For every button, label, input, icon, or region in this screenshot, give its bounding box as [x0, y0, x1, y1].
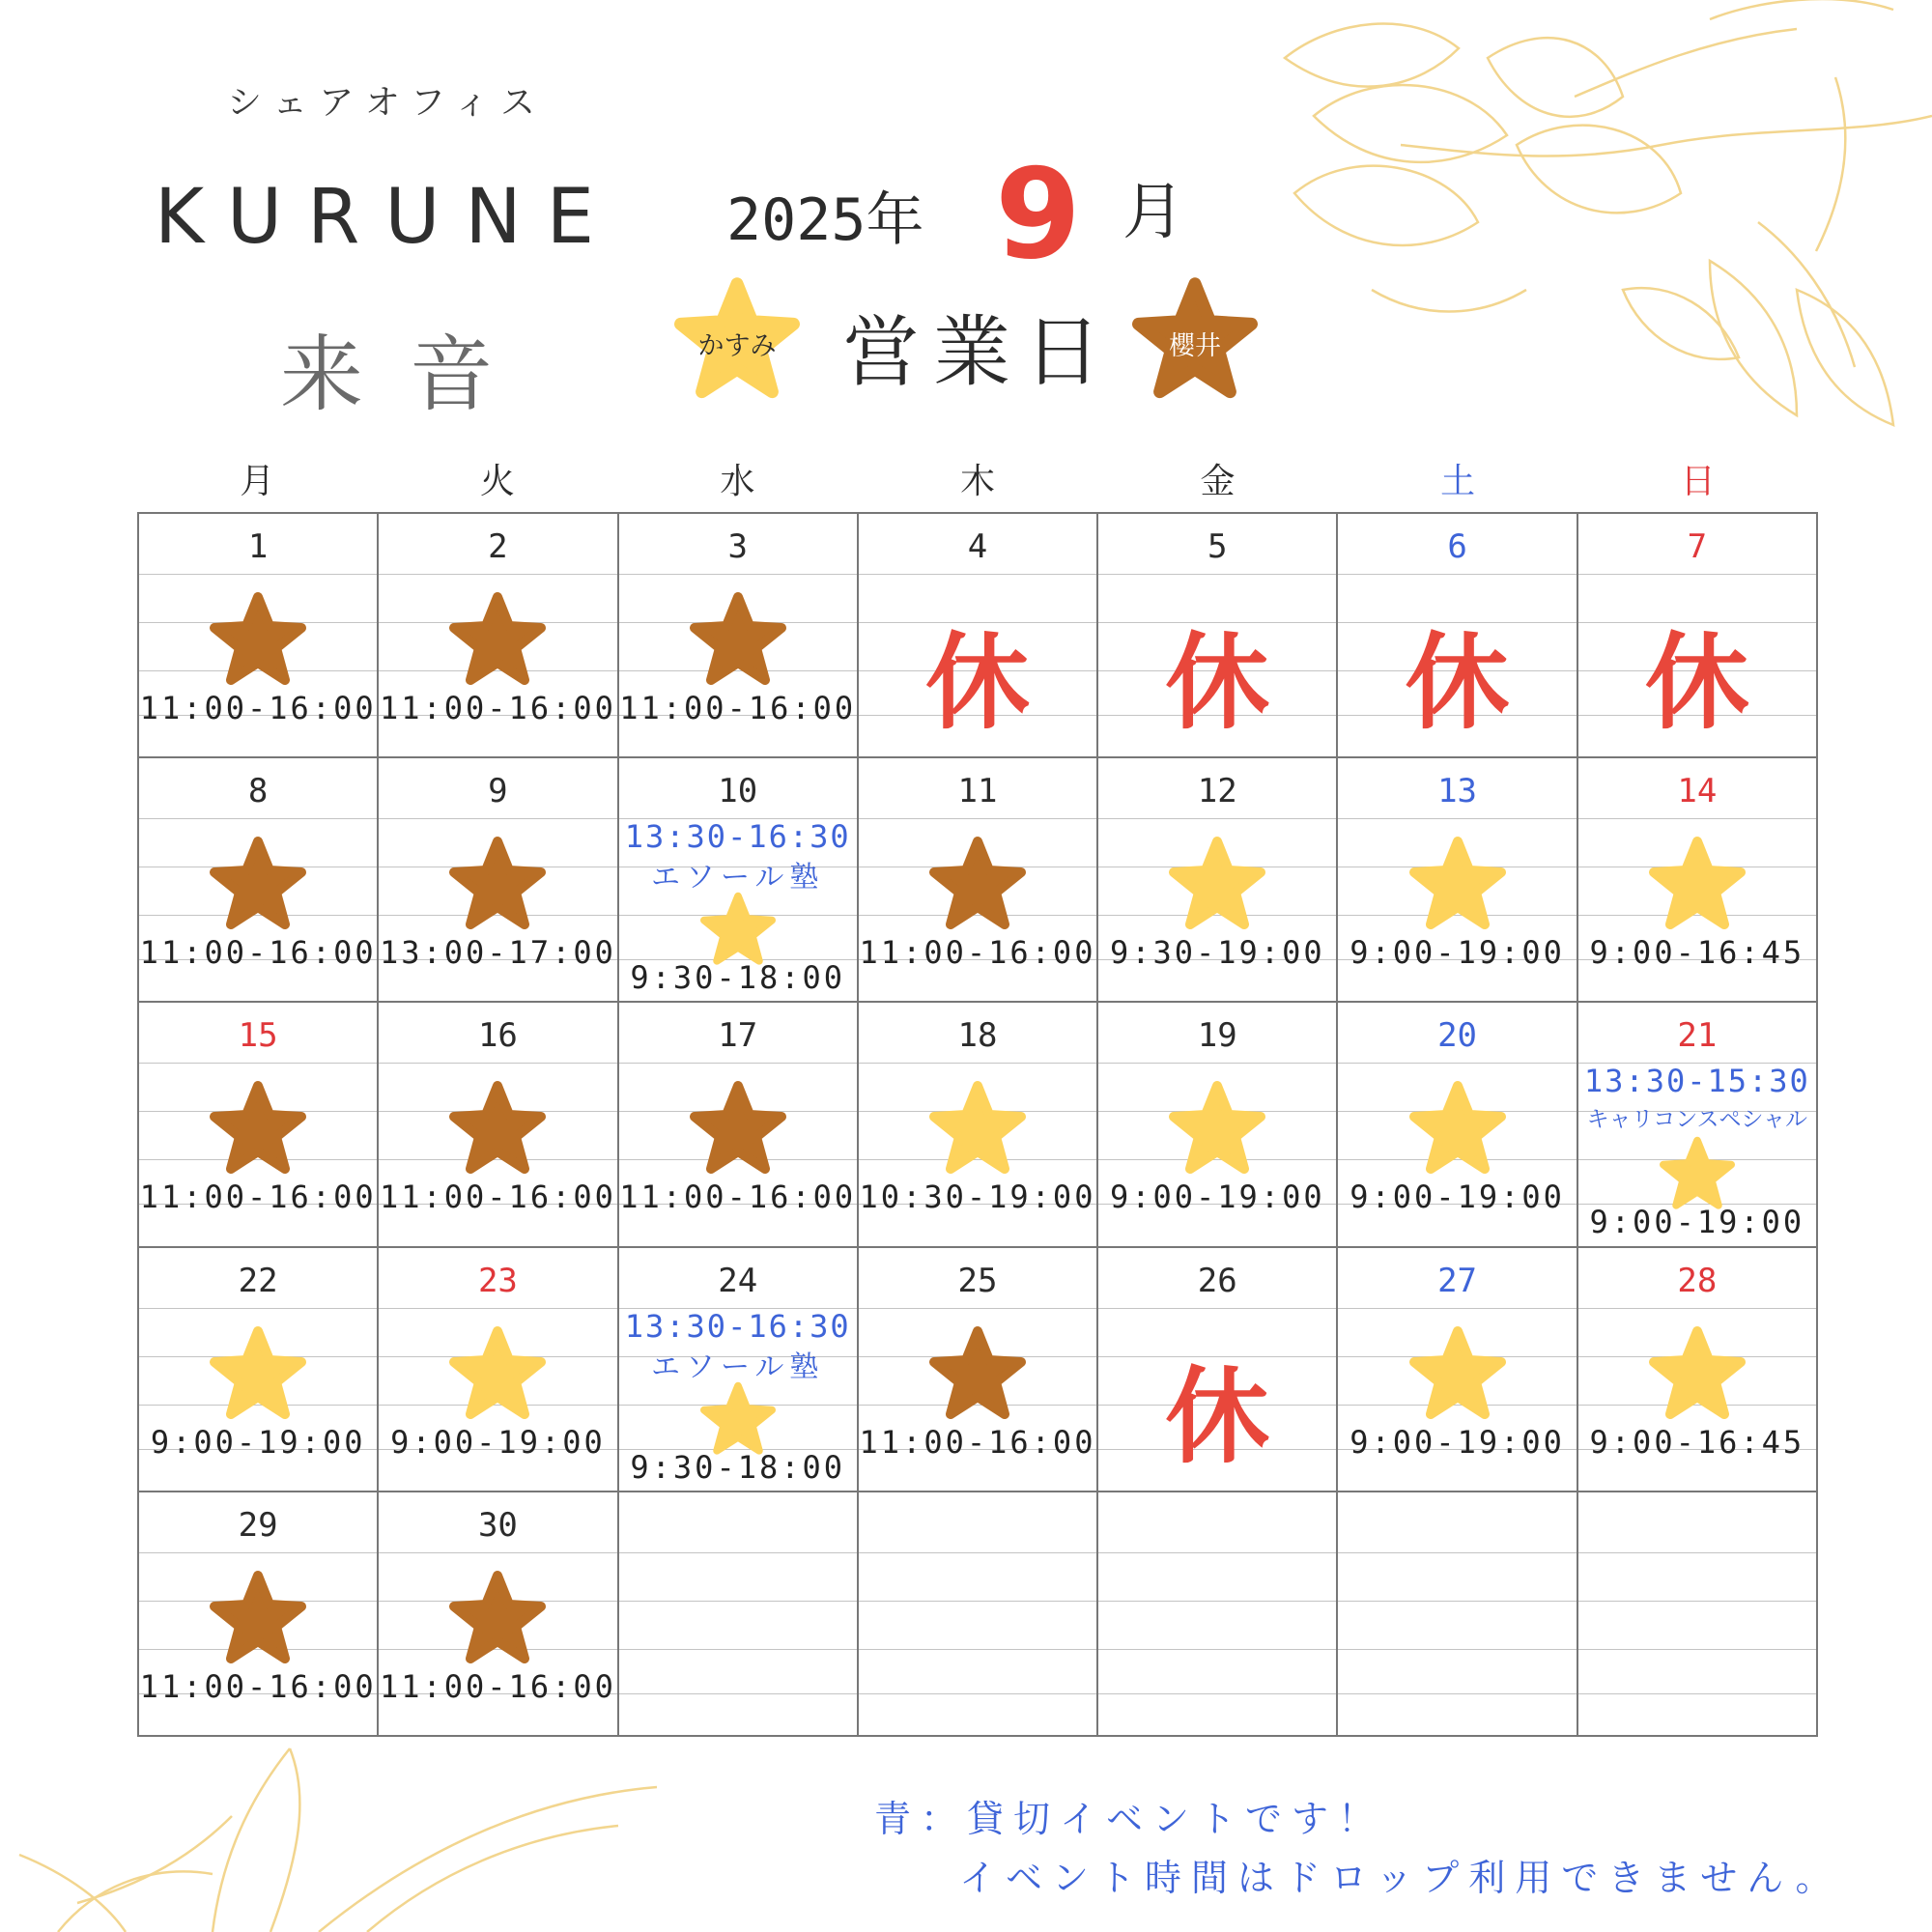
business-hours: 11:00-16:00 — [139, 1179, 377, 1216]
day-number: 26 — [1197, 1261, 1237, 1300]
staff-star-icon — [1409, 836, 1506, 932]
day-number: 23 — [477, 1261, 518, 1300]
staff-star-icon — [929, 1325, 1026, 1422]
day-number: 25 — [957, 1261, 998, 1300]
day-cell — [619, 514, 859, 758]
business-hours: 11:00-16:00 — [379, 1179, 616, 1216]
legend-kasumi-label: かすみ — [697, 331, 777, 361]
staff-star-icon — [210, 836, 306, 932]
weekday-tue: 火 — [479, 462, 515, 501]
event-time: 13:30-16:30 — [624, 818, 851, 856]
day-number: 5 — [1208, 527, 1228, 566]
day-number: 2 — [488, 527, 508, 566]
day-number: 9 — [488, 772, 508, 811]
day-cell — [619, 1248, 859, 1492]
empty-day-cell — [1098, 1492, 1338, 1737]
day-cell — [619, 758, 859, 1003]
footer-note-event: 青：貸切イベントです！ — [874, 1798, 1385, 1840]
day-cell — [1578, 1003, 1818, 1247]
day-number: 17 — [718, 1016, 758, 1056]
weekday-sat: 土 — [1440, 462, 1476, 501]
business-hours: 10:30-19:00 — [859, 1179, 1096, 1216]
day-number: 6 — [1447, 527, 1467, 566]
day-number: 18 — [957, 1016, 998, 1056]
legend-sakurai — [1132, 276, 1258, 402]
day-number: 13 — [1437, 772, 1478, 811]
floral-decoration-bottom-left — [0, 1739, 676, 1932]
day-number: 20 — [1437, 1016, 1478, 1056]
day-number: 24 — [718, 1261, 758, 1300]
day-number: 3 — [727, 527, 748, 566]
staff-star-icon — [690, 591, 786, 688]
day-cell — [1338, 1003, 1577, 1247]
business-hours: 9:00-19:00 — [1350, 1423, 1565, 1461]
day-number: 28 — [1677, 1261, 1718, 1300]
day-cell — [619, 1003, 859, 1247]
floral-decoration-top-right — [1256, 0, 1932, 464]
day-cell — [379, 758, 618, 1003]
event-name: エソール塾 — [651, 861, 825, 895]
closed-mark: 休 — [924, 623, 1030, 744]
day-number: 11 — [957, 772, 998, 811]
day-number: 30 — [477, 1505, 518, 1545]
empty-day-cell — [1338, 1492, 1577, 1737]
staff-star-icon — [449, 836, 546, 932]
empty-day-cell — [859, 1492, 1098, 1737]
day-cell — [139, 1003, 379, 1247]
empty-day-cell — [1578, 1492, 1818, 1737]
empty-day-cell — [619, 1492, 859, 1737]
calendar-grid — [137, 512, 1818, 1737]
day-cell — [859, 758, 1098, 1003]
month-unit: 月 — [1122, 177, 1184, 248]
day-cell — [1338, 1248, 1577, 1492]
day-cell — [1338, 758, 1577, 1003]
weekday-sun: 日 — [1680, 462, 1716, 501]
day-cell — [1098, 514, 1338, 758]
day-number: 29 — [238, 1505, 278, 1545]
day-number: 7 — [1687, 527, 1708, 566]
day-number: 19 — [1197, 1016, 1237, 1056]
staff-star-icon — [700, 1381, 776, 1457]
staff-star-icon — [690, 1080, 786, 1177]
staff-star-icon — [1409, 1325, 1506, 1422]
day-cell — [859, 1248, 1098, 1492]
business-hours: 9:00-16:45 — [1589, 1423, 1805, 1461]
day-cell — [139, 1492, 379, 1737]
year-label: 2025年 — [726, 186, 924, 254]
day-cell — [1098, 1248, 1338, 1492]
day-cell — [859, 1003, 1098, 1247]
staff-star-icon — [1169, 836, 1265, 932]
day-cell — [1578, 758, 1818, 1003]
day-number: 14 — [1677, 772, 1718, 811]
day-cell — [859, 514, 1098, 758]
day-cell — [1098, 1003, 1338, 1247]
staff-star-icon — [449, 1325, 546, 1422]
day-cell — [379, 1003, 618, 1247]
weekday-fri: 金 — [1200, 462, 1236, 501]
staff-star-icon — [1660, 1136, 1735, 1211]
business-hours: 11:00-16:00 — [139, 1667, 377, 1705]
closed-mark: 休 — [1165, 1356, 1270, 1478]
business-hours: 9:00-19:00 — [1350, 934, 1565, 972]
day-cell — [139, 514, 379, 758]
weekday-thu: 木 — [959, 462, 995, 501]
day-cell — [1098, 758, 1338, 1003]
business-hours: 11:00-16:00 — [859, 1423, 1096, 1461]
day-cell — [379, 1248, 618, 1492]
event-name: キャリコンスペシャル — [1586, 1107, 1808, 1133]
day-number: 8 — [247, 772, 269, 811]
staff-star-icon — [700, 892, 776, 967]
business-hours: 9:30-18:00 — [630, 959, 846, 997]
business-hours: 11:00-16:00 — [619, 690, 857, 726]
business-hours: 9:30-19:00 — [1109, 934, 1325, 972]
business-hours: 11:00-16:00 — [619, 1179, 857, 1216]
day-number: 21 — [1677, 1016, 1718, 1056]
staff-star-icon — [210, 591, 306, 688]
event-name: エソール塾 — [651, 1350, 825, 1384]
business-hours: 11:00-16:00 — [379, 1667, 616, 1705]
day-number: 4 — [967, 527, 988, 566]
weekday-header — [137, 454, 1818, 503]
day-cell — [1338, 514, 1577, 758]
day-cell — [139, 1248, 379, 1492]
footer-note-drop: イベント時間はドロップ利用できません。 — [959, 1857, 1842, 1899]
staff-star-icon — [449, 591, 546, 688]
staff-star-icon — [1169, 1080, 1265, 1177]
legend-sakurai-label: 櫻井 — [1169, 331, 1221, 361]
business-hours: 11:00-16:00 — [379, 690, 616, 726]
staff-star-icon — [210, 1570, 306, 1666]
business-hours: 13:00-17:00 — [379, 934, 616, 972]
day-number: 27 — [1437, 1261, 1478, 1300]
closed-mark: 休 — [1165, 623, 1270, 744]
weekday-wed: 水 — [720, 462, 755, 501]
day-number: 1 — [247, 527, 269, 566]
closed-mark: 休 — [1405, 623, 1510, 744]
legend-kasumi — [674, 276, 800, 402]
day-number: 16 — [477, 1016, 518, 1056]
staff-star-icon — [929, 836, 1026, 932]
staff-star-icon — [929, 1080, 1026, 1177]
day-number: 12 — [1197, 772, 1237, 811]
day-number: 15 — [238, 1016, 278, 1056]
brand-logo: KURUNE — [155, 174, 620, 261]
day-cell — [379, 1492, 618, 1737]
closed-mark: 休 — [1644, 623, 1749, 744]
business-hours: 9:00-19:00 — [1589, 1204, 1805, 1241]
staff-star-icon — [210, 1325, 306, 1422]
day-cell — [139, 758, 379, 1003]
business-hours: 9:00-19:00 — [1350, 1179, 1565, 1216]
business-hours: 11:00-16:00 — [139, 690, 377, 726]
business-hours: 9:00-19:00 — [150, 1423, 366, 1461]
business-hours: 9:00-16:45 — [1589, 934, 1805, 972]
day-cell — [1578, 1248, 1818, 1492]
day-cell — [1578, 514, 1818, 758]
business-hours: 11:00-16:00 — [139, 934, 377, 972]
page-title: 営業日 — [842, 307, 1115, 397]
staff-star-icon — [1409, 1080, 1506, 1177]
staff-star-icon — [449, 1570, 546, 1666]
business-hours: 9:00-19:00 — [1109, 1179, 1325, 1216]
business-hours: 11:00-16:00 — [859, 934, 1096, 972]
staff-star-icon — [1649, 1325, 1746, 1422]
business-hours: 9:30-18:00 — [630, 1448, 846, 1486]
day-number: 10 — [718, 772, 758, 811]
event-time: 13:30-16:30 — [624, 1307, 851, 1345]
event-time: 13:30-15:30 — [1583, 1063, 1810, 1100]
staff-star-icon — [210, 1080, 306, 1177]
brand-subtitle: シェアオフィス — [227, 83, 547, 123]
day-cell — [379, 514, 618, 758]
brand-jp-logo: 来音 — [280, 327, 539, 423]
weekday-mon: 月 — [240, 462, 275, 501]
staff-star-icon — [1649, 836, 1746, 932]
business-hours: 9:00-19:00 — [390, 1423, 606, 1461]
staff-star-icon — [449, 1080, 546, 1177]
day-number: 22 — [238, 1261, 278, 1300]
month-number: 9 — [995, 143, 1082, 287]
